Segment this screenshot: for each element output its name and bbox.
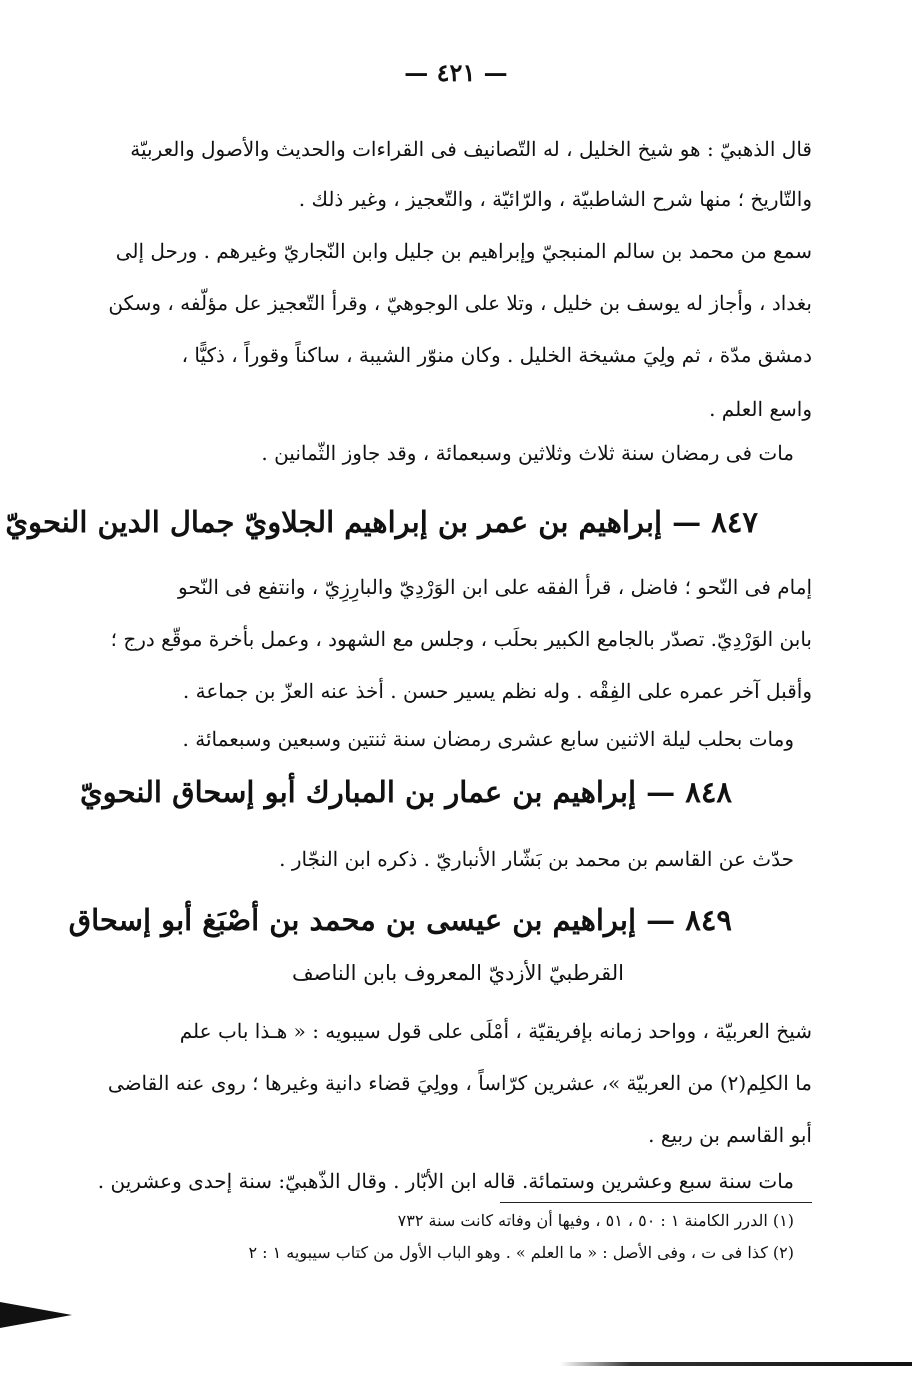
entry-text-line: شيخ العربيّة ، وواحد زمانه بإفريقيّة ، أمْلَى على قول سيبويه : « هـذا باب علم (179, 1019, 812, 1043)
entry-text-line: مات فى رمضان سنة ثلاث وثلاثين وسبعمائة ، وقد جاوز الثّمانين . (261, 441, 794, 465)
entry-heading: ٨٤٨ — إبراهيم بن عمار بن المبارك أبو إسحاق النحويّ (79, 775, 732, 809)
entry-text-line: بابن الوَرْدِيّ. تصدّر بالجامع الكبير بحلَب ، وجلس مع الشهود ، وعمل بأخرة موقّع درج ؛ (110, 627, 812, 651)
scan-edge-mark (0, 1302, 72, 1328)
entry-heading: ٨٤٩ — إبراهيم بن عيسى بن محمد بن أصْبَغ أبو إسحاق (68, 903, 732, 937)
entry-text-line: مات سنة سبع وعشرين وستمائة. قاله ابن الأبّار . وقال الذّهبيّ: سنة إحدى وعشرين . (97, 1169, 794, 1193)
entry-text-line: إمام فى النّحو ؛ فاضل ، قرأ الفقه على ابن الوَرْدِيّ والبارِزِيّ ، وانتفع فى النّحو (178, 575, 812, 599)
footnote: (١) الدرر الكامنة ١ : ٥٠ ، ٥١ ، وفيها أن وفاته كانت سنة ٧٣٢ (397, 1211, 794, 1230)
entry-text-line: حدّث عن القاسم بن محمد بن بَشّار الأنباريّ . ذكره ابن النجّار . (279, 847, 794, 871)
entry-heading: ٨٤٧ — إبراهيم بن عمر بن إبراهيم الجلاويّ جمال الدين النحويّ (5, 505, 758, 539)
entry-text-line: سمع من محمد بن سالم المنبجيّ وإبراهيم بن جليل وابن النّجاريّ وغيرهم . ورحل إلى (115, 239, 812, 263)
scan-edge-line (560, 1362, 912, 1366)
entry-text-line: قال الذهبيّ : هو شيخ الخليل ، له التّصانيف فى القراءات والحديث والأصول والعربيّة (130, 137, 812, 161)
footnote: (٢) كذا فى ت ، وفى الأصل : « ما العلم » . وهو الباب الأول من كتاب سيبويه ١ : ٢ (248, 1243, 794, 1262)
entry-text-line: وأقبل آخر عمره على الفِقْه . وله نظم يسير حسن . أخذ عنه العزّ بن جماعة . (182, 679, 812, 703)
footnote-separator (500, 1202, 812, 1203)
entry-text-line: ومات بحلب ليلة الاثنين سابع عشرى رمضان سنة ثنتين وسبعين وسبعمائة . (182, 727, 794, 751)
entry-subheading: القرطبيّ الأزديّ المعروف بابن الناصف (291, 961, 624, 985)
entry-text-line: أبو القاسم بن ربيع . (648, 1123, 812, 1147)
entry-text-line: واسع العلم . (709, 397, 812, 421)
page-number: — ٤٢١ — (404, 58, 508, 87)
entry-text-line: ما الكلِم(٢) من العربيّة »، عشرين كرّاساً ، وولِيَ قضاء دانية وغيرها ؛ روى عنه القاضى (107, 1071, 812, 1095)
entry-text-line: والتّاريخ ؛ منها شرح الشاطبيّة ، والرّائيّة ، والتّعجيز ، وغير ذلك . (298, 187, 812, 211)
entry-text-line: بغداد ، وأجاز له يوسف بن خليل ، وتلا على الوجوهيّ ، وقرأ التّعجيز عل مؤلّفه ، وسكن (108, 291, 812, 315)
entry-text-line: دمشق مدّة ، ثم ولِيَ مشيخة الخليل . وكان منوّر الشيبة ، ساكناً وقوراً ، ذكيًّا ، (181, 343, 812, 367)
